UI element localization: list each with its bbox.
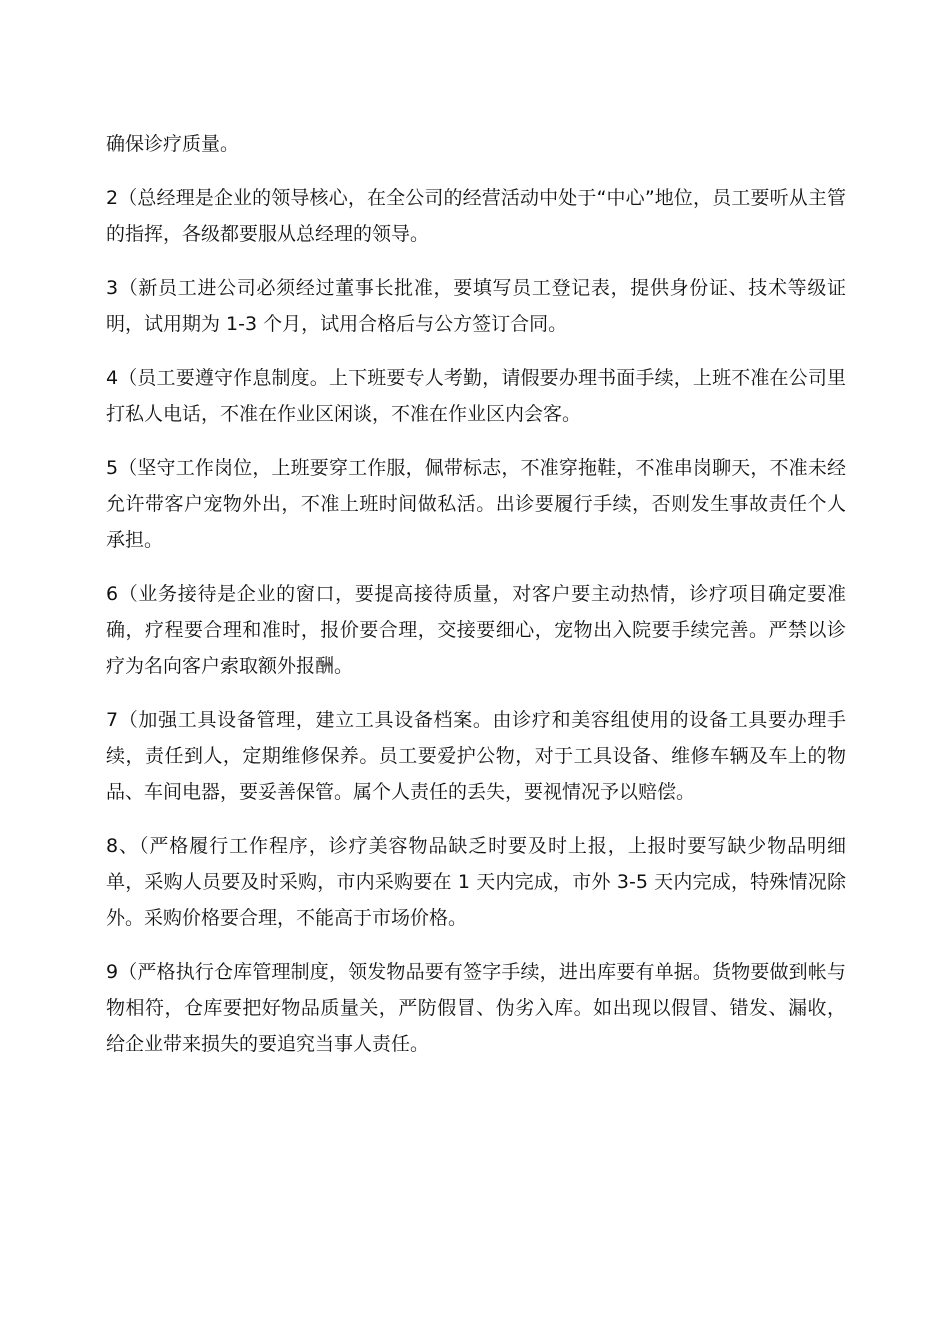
paragraph-continuation: 确保诊疗质量。 — [106, 133, 240, 155]
paragraph-rule-5: 5（坚守工作岗位，上班要穿工作服，佩带标志，不准穿拖鞋，不准串岗聊天，不准未经允许带客户宠物外出，不准上班时间做私活。出诊要履行手续，否则发生事故责任个人承担。 — [106, 457, 846, 551]
paragraph-rule-7: 7（加强工具设备管理，建立工具设备档案。由诊疗和美容组使用的设备工具要办理手续，责任到人，定期维修保养。员工要爱护公物，对于工具设备、维修车辆及车上的物品、车间电器，要妥善保管。属个人责任的丢失，要视情况予以赔偿。 — [106, 709, 846, 803]
paragraph-rule-3: 3（新员工进公司必须经过董事长批准，要填写员工登记表，提供身份证、技术等级证明，试用期为 1-3 个月，试用合格后与公方签订合同。 — [106, 277, 846, 335]
paragraph-rule-2: 2（总经理是企业的领导核心，在全公司的经营活动中处于“中心”地位，员工要听从主管的指挥，各级都要服从总经理的领导。 — [106, 187, 846, 245]
paragraph-rule-9: 9（严格执行仓库管理制度，领发物品要有签字手续，进出库要有单据。货物要做到帐与物相符，仓库要把好物品质量关，严防假冒、伪劣入库。如出现以假冒、错发、漏收，给企业带来损失的要追究当事人责任。 — [106, 961, 846, 1055]
paragraph-rule-6: 6（业务接待是企业的窗口，要提高接待质量，对客户要主动热情，诊疗项目确定要准确，疗程要合理和准时，报价要合理，交接要细心，宠物出入院要手续完善。严禁以诊疗为名向客户索取额外报酬。 — [106, 583, 846, 677]
document-page — [106, 126, 846, 1080]
paragraph-rule-8: 8、（严格履行工作程序，诊疗美容物品缺乏时要及时上报，上报时要写缺少物品明细单，采购人员要及时采购，市内采购要在 1 天内完成，市外 3-5 天内完成，特殊情况除外。采购价格要合理，不能高于市场价格。 — [106, 835, 846, 929]
paragraph-rule-4: 4（员工要遵守作息制度。上下班要专人考勤，请假要办理书面手续，上班不准在公司里打私人电话，不准在作业区闲谈，不准在作业区内会客。 — [106, 367, 846, 425]
